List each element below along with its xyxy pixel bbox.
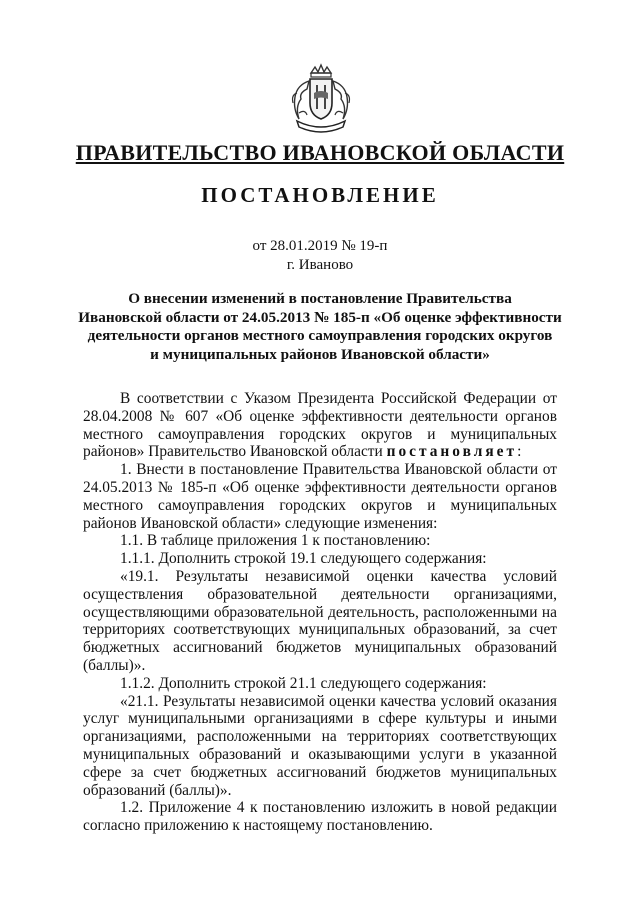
date-number: от 28.01.2019 № 19-п [252, 238, 388, 254]
preamble-text: В соответствии с Указом Президента Российской Федерации от 28.04.2008 № 607 «Об оценке эффективности деятельности органов местного самоуправления городских округов и муниципальных районов» Правительство Ивановской области [83, 390, 557, 461]
body-paragraph: 1.2. Приложение 4 к постановлению изложить в новой редакции согласно приложению к настоящему постановлению. [83, 799, 557, 835]
title-line: О внесении изменений в постановление Правительства [128, 290, 512, 307]
title-line: и муниципальных районов Ивановской области» [150, 345, 490, 363]
decree-keyword: постановляет [386, 443, 518, 461]
preamble-end: : [517, 443, 522, 461]
body-paragraph: 1.1.2. Дополнить строкой 21.1 следующего содержания: [120, 674, 487, 692]
government-name: ПРАВИТЕЛЬСТВО ИВАНОВСКОЙ ОБЛАСТИ [75, 140, 565, 165]
body-paragraph: «19.1. Результаты независимой оценки качества условий осуществления образовательной деятельности организациями, осуществляющими образовательной деятельность, расположенными на территориях соответствующих муниципальных образований, за счет бюджетных ассигнований бюджетов муниципальных образований (баллы)». [83, 567, 557, 674]
coat-of-arms-icon [285, 63, 357, 135]
body-paragraph: 1.1.1. Дополнить строкой 19.1 следующего содержания: [120, 550, 487, 568]
title-line: деятельности органов местного самоуправления городских округов [87, 327, 553, 344]
document-type: ПОСТАНОВЛЕНИЕ [201, 183, 439, 207]
preamble-paragraph [83, 390, 557, 461]
body-paragraph: 1.1. В таблице приложения 1 к постановлению: [120, 532, 431, 550]
body-paragraph: 1. Внести в постановление Правительства Ивановской области от 24.05.2013 № 185-п «Об оценке эффективности деятельности органов местного самоуправления городских округов и муниципальных районов Ивановской области» следующие изменения: [83, 461, 557, 532]
body-paragraph: «21.1. Результаты независимой оценки качества условий оказания услуг муниципальными организациями в сфере культуры и иными организациями, расположенными на территориях соответствующих муниципальных образований и оказывающими услуги в указанной сфере за счет бюджетных ассигнований бюджетов муниципальных образований (баллы)». [83, 692, 557, 799]
city: г. Иваново [286, 257, 354, 273]
document-body [83, 390, 557, 835]
title-line: Ивановской области от 24.05.2013 № 185-п «Об оценке эффективности [78, 308, 562, 326]
document-title [70, 290, 570, 364]
